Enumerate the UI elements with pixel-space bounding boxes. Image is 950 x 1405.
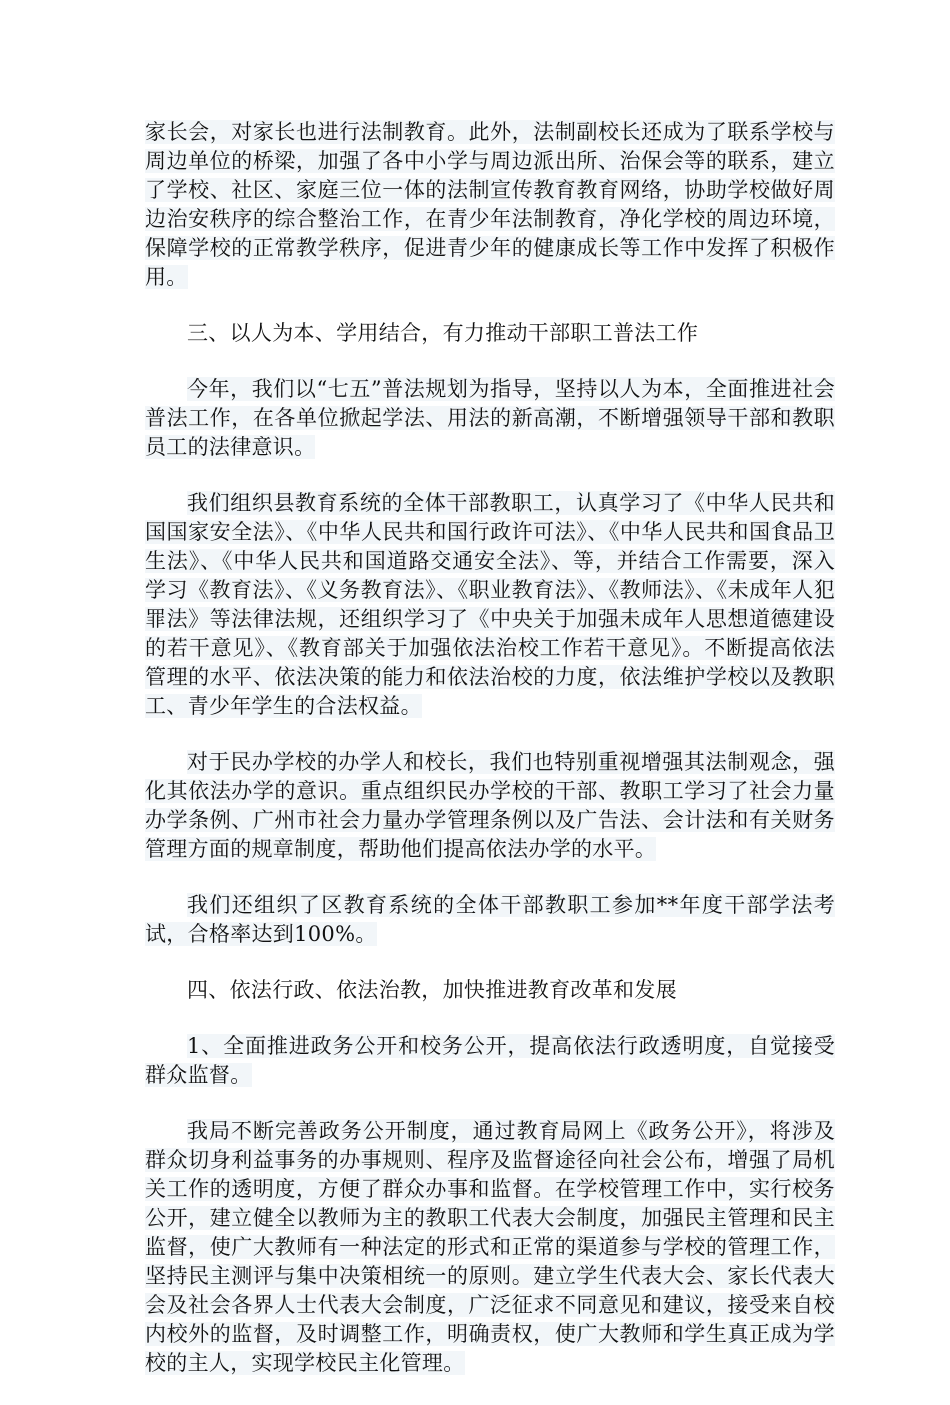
subheading-text: 1、全面推进政务公开和校务公开，提高依法行政透明度，自觉接受群众监督。 <box>145 1034 835 1087</box>
paragraph-text: 我们组织县教育系统的全体干部教职工，认真学习了《中华人民共和国国家安全法》、《中华人民共和国行政许可法》、《中华人民共和国食品卫生法》、《中华人民共和国道路交通安全法》、等，并结合工作需要，深入学习《教育法》、《义务教育法》、《职业教育法》、《教师法》、《未成年人犯罪法》等法律法规，还组织学习了《中央关于加强未成年人思想道德建设的若干意见》、《教育部关于加强依法治校工作若干意见》。不断提高依法管理的水平、依法决策的能力和依法治校的力度，依法维护学校以及教职工、青少年学生的合法权益。 <box>145 491 835 718</box>
paragraph-text: 今年，我们以“七五”普法规划为指导，坚持以人为本，全面推进社会普法工作，在各单位掀起学法、用法的新高潮，不断增强领导干部和教职员工的法律意识。 <box>145 377 835 459</box>
paragraph <box>145 375 835 462</box>
subheading-1 <box>145 1032 835 1090</box>
paragraph <box>145 1117 835 1378</box>
paragraph <box>145 748 835 864</box>
paragraph-text: 家长会，对家长也进行法制教育。此外，法制副校长还成为了联系学校与周边单位的桥梁，加强了各中小学与周边派出所、治保会等的联系，建立了学校、社区、家庭三位一体的法制宣传教育教育网络，协助学校做好周边治安秩序的综合整治工作，在青少年法制教育，净化学校的周边环境，保障学校的正常教学秩序，促进青少年的健康成长等工作中发挥了积极作用。 <box>145 120 835 289</box>
paragraph <box>145 489 835 721</box>
paragraph-text: 对于民办学校的办学人和校长，我们也特别重视增强其法制观念，强化其依法办学的意识。重点组织民办学校的干部、教职工学习了社会力量办学条例、广州市社会力量办学管理条例以及广告法、会计法和有关财务管理方面的规章制度，帮助他们提高依法办学的水平。 <box>145 750 835 861</box>
heading-text: 四、依法行政、依法治教，加快推进教育改革和发展 <box>187 978 677 1002</box>
paragraph-text: 我局不断完善政务公开制度，通过教育局网上《政务公开》，将涉及群众切身利益事务的办事规则、程序及监督途径向社会公布，增强了局机关工作的透明度，方便了群众办事和监督。在学校管理工作中，实行校务公开，建立健全以教师为主的教职工代表大会制度，加强民主管理和民主监督，使广大教师有一种法定的形式和正常的渠道参与学校的管理工作，坚持民主测评与集中决策相统一的原则。建立学生代表大会、家长代表大会及社会各界人士代表大会制度，广泛征求不同意见和建议，接受来自校内校外的监督，及时调整工作，明确责权，使广大教师和学生真正成为学校的主人，实现学校民主化管理。 <box>145 1119 835 1375</box>
document-page <box>145 118 835 1405</box>
paragraph <box>145 891 835 949</box>
paragraph-continuation <box>145 118 835 292</box>
section-heading-3 <box>145 319 835 348</box>
heading-text: 三、以人为本、学用结合，有力推动干部职工普法工作 <box>187 321 699 345</box>
section-heading-4 <box>145 976 835 1005</box>
paragraph-text: 我们还组织了区教育系统的全体干部教职工参加**年度干部学法考试，合格率达到100%。 <box>145 893 835 946</box>
